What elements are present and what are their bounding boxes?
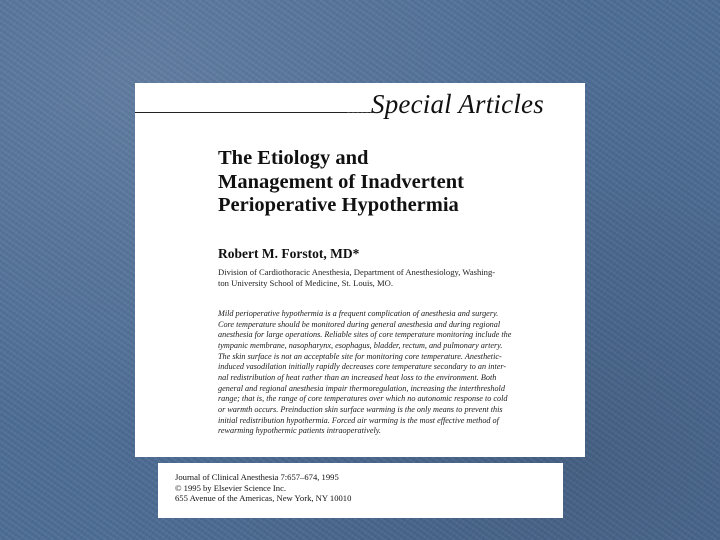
abstract-line: induced vasodilation initially rapidly decreases core temperature secondary to an inter- [218, 362, 507, 372]
article-title [218, 147, 464, 218]
abstract-line: or warmth occurs. Preinduction skin surface warming is the only means to prevent this [218, 404, 503, 414]
article-title-line: Management of Inadvertent [218, 170, 464, 193]
affiliation-line: Division of Cardiothoracic Anesthesia, Department of Anesthesiology, Washing- [218, 267, 496, 277]
article-title-line: Perioperative Hypothermia [218, 194, 459, 216]
abstract-line: range; that is, the range of core temperatures over which no autonomic response to cold [218, 394, 508, 404]
abstract-line: nal redistribution of heat rather than an increased heat loss to the environment. Both [218, 372, 497, 382]
article-author: Robert M. Forstot, MD* [218, 246, 360, 261]
article-title-line: The Etiology and [218, 147, 369, 169]
abstract-line: anesthesia for large operations. Reliable sites of core temperature monitoring include the [218, 330, 512, 340]
abstract-line: The skin surface is not an acceptable site for monitoring core temperature. Anesthetic- [218, 351, 502, 361]
article-scan [135, 83, 585, 457]
article-abstract [218, 309, 511, 437]
citation-line: Journal of Clinical Anesthesia 7:657–674, 1995 [175, 472, 339, 482]
section-heading: Special Articles [371, 89, 544, 119]
author-affiliation [218, 267, 495, 289]
abstract-line: Mild perioperative hypothermia is a frequent complication of anesthesia and surgery. [218, 309, 499, 318]
affiliation-line: ton University School of Medicine, St. Louis, MO. [218, 278, 393, 288]
abstract-line: Core temperature should be monitored during general anesthesia and during regional [218, 319, 501, 329]
abstract-line: tympanic membrane, nasopharynx, esophagus, bladder, rectum, and pulmonary artery. [218, 340, 503, 350]
citation-text [175, 472, 351, 504]
journal-citation [158, 463, 563, 518]
header-rule-dashed-end [347, 112, 373, 113]
citation-line: 655 Avenue of the Americas, New York, NY 10010 [175, 493, 352, 503]
abstract-line: initial redistribution hypothermia. Forced air warming is the most effective method of [218, 415, 499, 425]
header-rule [135, 112, 371, 113]
abstract-line: rewarming hypothermic patients intraoperatively. [218, 426, 381, 436]
citation-line: © 1995 by Elsevier Science Inc. [175, 482, 287, 493]
abstract-line: general and regional anesthesia impair thermoregulation, increasing the interthreshold [218, 383, 505, 393]
